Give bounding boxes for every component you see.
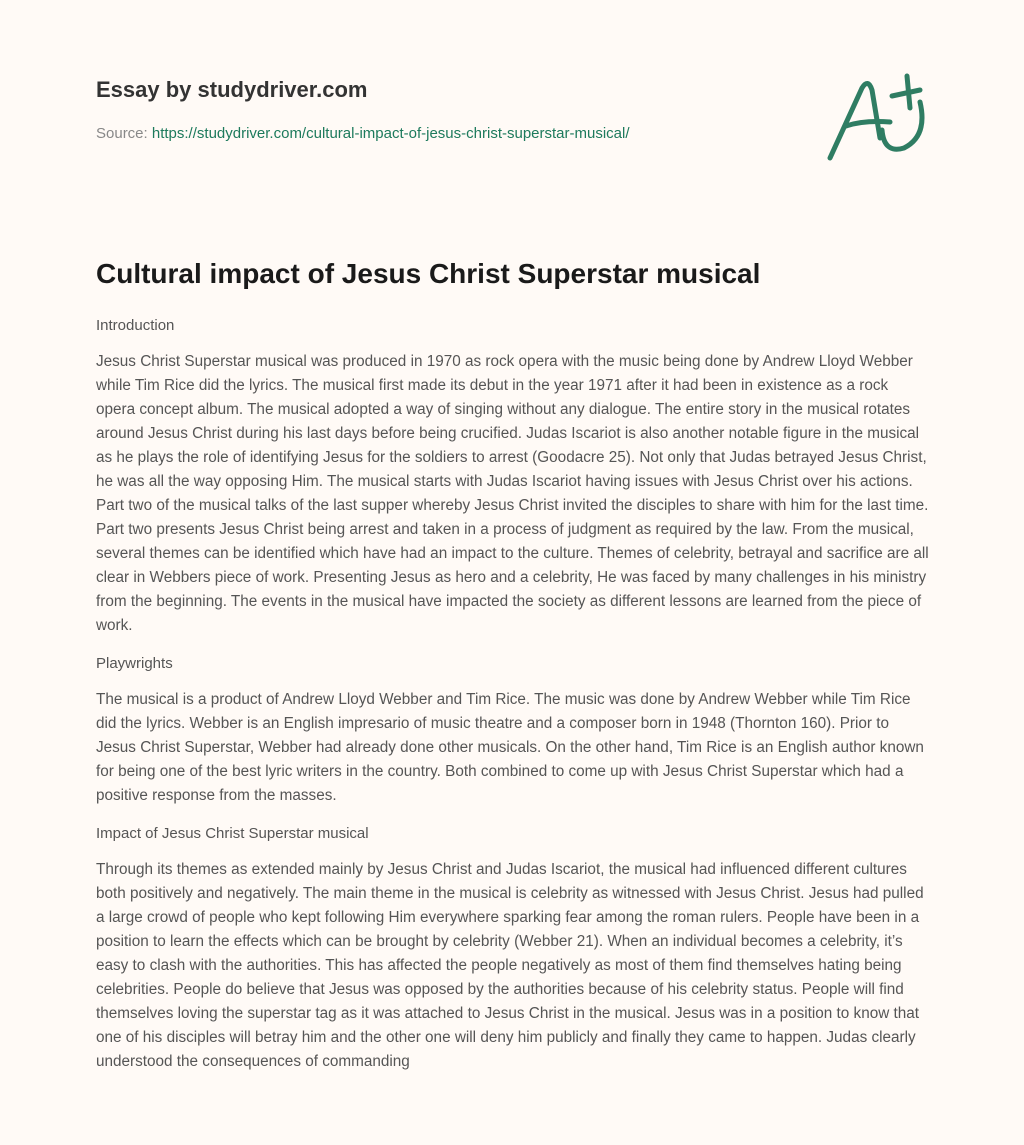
a-plus-grade-icon xyxy=(820,66,930,166)
page-title: Cultural impact of Jesus Christ Superstar musical xyxy=(96,258,761,289)
source-label: Source: xyxy=(96,125,148,142)
essay-header xyxy=(96,76,796,144)
essay-content xyxy=(96,254,930,1090)
source-line xyxy=(96,124,796,144)
section-heading-impact: Impact of Jesus Christ Superstar musical xyxy=(96,825,369,842)
paragraph-playwrights: The musical is a product of Andrew Lloyd Webber and Tim Rice. The music was done by Andrew Webber while Tim Rice did the lyrics. Webber is an English impresario of music theatre and a composer born in 1948 (Thornton 160). Prior to Jesus Christ Superstar, Webber had already done other musicals. On the other hand, Tim Rice is an English author known for being one of the best lyric writers in the country. Both combined to come up with Jesus Christ Superstar which had a positive response from the masses. xyxy=(96,691,924,804)
site-title: Essay by studydriver.com xyxy=(96,77,368,102)
paragraph-impact: Through its themes as extended mainly by Jesus Christ and Judas Iscariot, the musical had influenced different cultures both positively and negatively. The main theme in the musical is celebrity as witnessed with Jesus Christ. Jesus had pulled a large crowd of people who kept following Him everywhere sparking fear among the roman rulers. People have been in a position to learn the effects which can be brought by celebrity (Webber 21). When an individual becomes a celebrity, it’s easy to clash with the authorities. This has affected the people negatively as most of them find themselves hating being celebrities. People do believe that Jesus was opposed by the authorities because of his celebrity status. People will find themselves loving the superstar tag as it was attached to Jesus Christ in the musical. Jesus was in a position to know that one of his disciples will betray him and the other one will deny him publicly and finally they came to happen. Judas clearly understood the consequences of commanding xyxy=(96,861,924,1070)
paragraph-introduction: Jesus Christ Superstar musical was produced in 1970 as rock opera with the music being done by Andrew Lloyd Webber while Tim Rice did the lyrics. The musical first made its debut in the year 1971 after it had been in existence as a rock opera concept album. The musical adopted a way of singing without any dialogue. The entire story in the musical rotates around Jesus Christ during his last days before being crucified. Judas Iscariot is also another notable figure in the musical as he plays the role of identifying Jesus for the soldiers to arrest (Goodacre 25). Not only that Judas betrayed Jesus Christ, he was all the way opposing Him. The musical starts with Judas Iscariot having issues with Jesus Christ over his actions. Part two of the musical talks of the last supper whereby Jesus Christ invited the disciples to share with him for the last time. Part two presents Jesus Christ being arrest and taken in a process of judgment as required by the law. From the musical, several themes can be identified which have had an impact to the culture. Themes of celebrity, betrayal and sacrifice are all clear in Webbers piece of work. Presenting Jesus as hero and a celebrity, He was faced by many challenges in his ministry from the beginning. The events in the musical have impacted the society as different lessons are learned from the piece of work. xyxy=(96,353,929,634)
section-heading-introduction: Introduction xyxy=(96,317,175,334)
source-link[interactable]: https://studydriver.com/cultural-impact-of-jesus-christ-superstar-musical/ xyxy=(151,125,630,142)
section-heading-playwrights: Playwrights xyxy=(96,655,173,672)
